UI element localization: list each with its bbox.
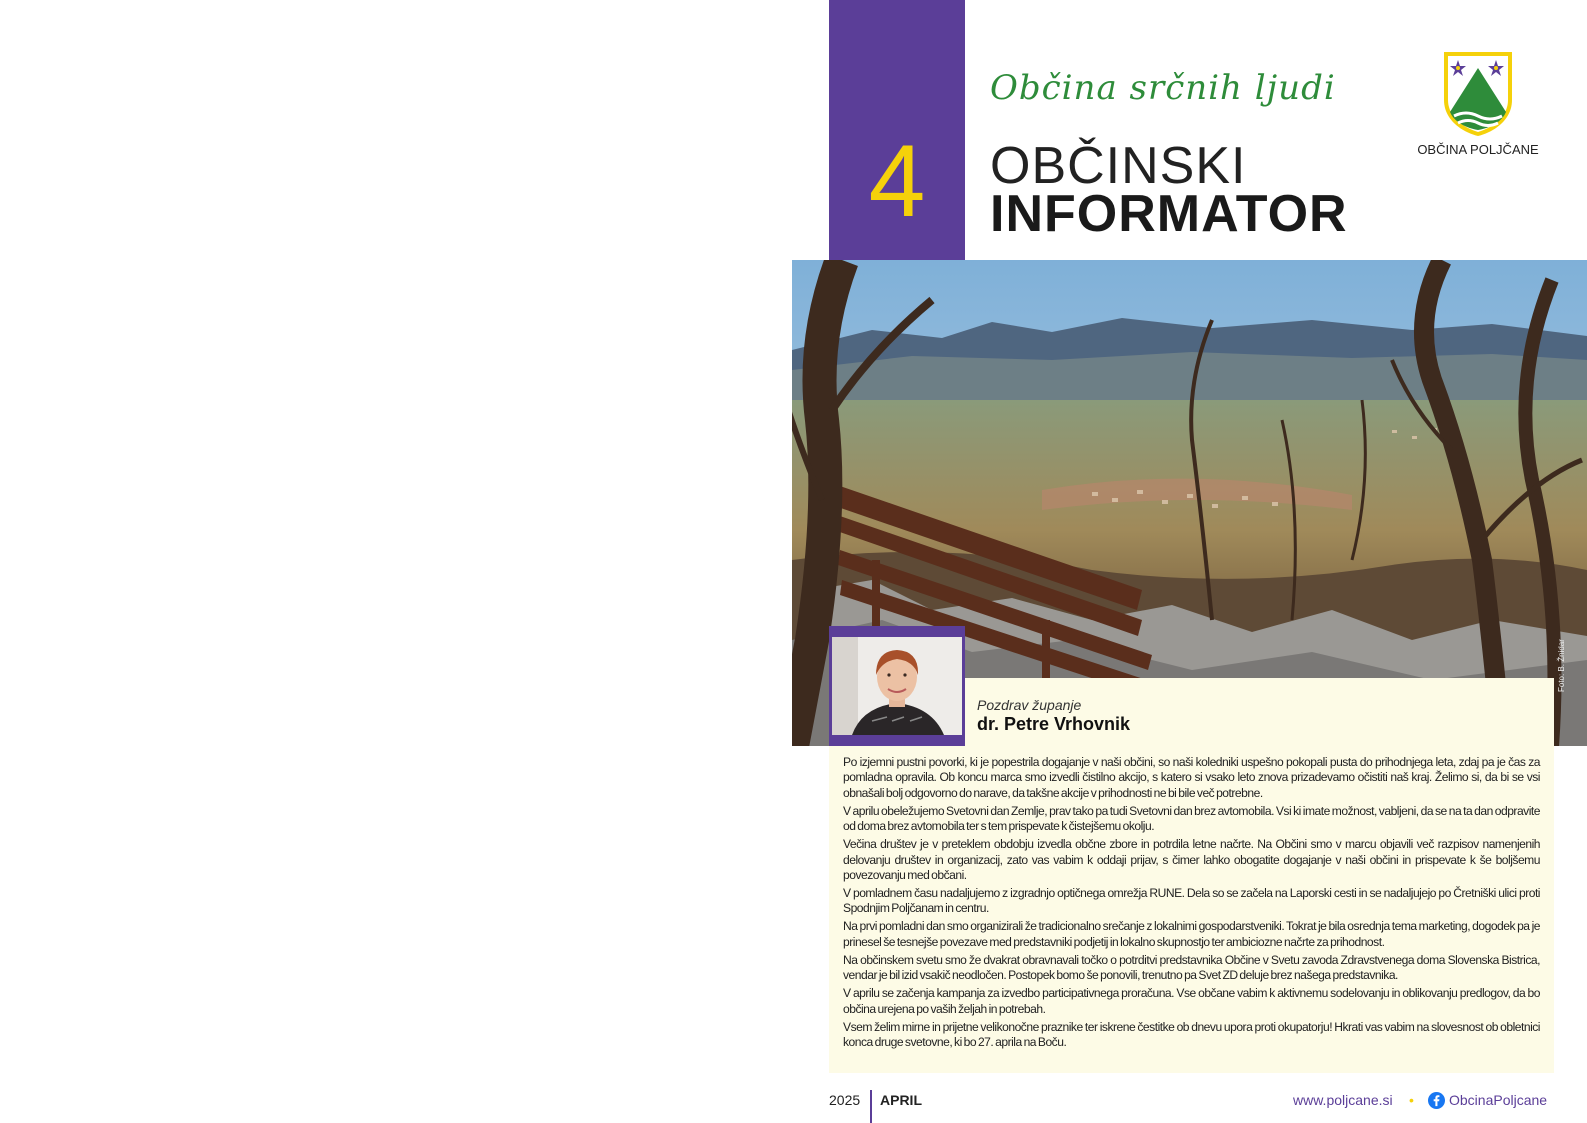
- title-line-1: OBČINSKI: [990, 137, 1247, 195]
- website-link[interactable]: www.poljcane.si: [1293, 1092, 1393, 1108]
- letter-paragraph: V aprilu se začenja kampanja za izvedbo participativnega proračuna. Vse občane vabim k aktivnemu sodelovanju in oblikovanju predlogov, da bo občina urejena po vaših željah in potrebah.: [843, 986, 1540, 1016]
- footer-separator: •: [1409, 1092, 1414, 1108]
- slogan: Občina srčnih ljudi: [990, 68, 1336, 108]
- footer-year: 2025: [829, 1092, 861, 1108]
- letter-paragraph: Vsem želim mirne in prijetne velikonočne praznike ter iskrene čestitke ob dnevu upora proti okupatorju! Hkrati vas vabim na slovesnost ob obletnici konca druge svetovne, ki bo 27. aprila na Boču.: [843, 1019, 1540, 1050]
- mayor-portrait: [832, 637, 962, 735]
- municipality-crest-icon: [1442, 50, 1514, 138]
- footer-divider: [870, 1090, 872, 1123]
- title-line-2: INFORMATOR: [990, 185, 1348, 243]
- letter-paragraph: Na občinskem svetu smo že dvakrat obravnavali točko o potrditvi predstavnika Občine v Svetu zavoda Zdravstvenega doma Slovenska Bistrica, vendar je bil izid vsakič neodločen. Postopek bomo še ponovili, trenutno pa Svet ZD deluje brez našega predstavnika.: [843, 952, 1540, 983]
- letter-paragraph: V aprilu obeležujemo Svetovni dan Zemlje, prav tako pa tudi Svetovni dan brez avtomobila. Vsi ki imate možnost, vabljeni, da se na ta dan odpravite od doma brez avtomobila ter s tem prispevate k čistejšemu okolju.: [843, 803, 1540, 834]
- photo-credit: Foto: B. Žnidar: [1557, 639, 1566, 692]
- footer-month: APRIL: [880, 1092, 922, 1108]
- facebook-icon[interactable]: [1428, 1092, 1445, 1109]
- greeting-author-name: dr. Petre Vrhovnik: [977, 714, 1131, 734]
- letter-paragraph: V pomladnem času nadaljujemo z izgradnjo optičnega omrežja RUNE. Dela so se začela na Laporski cesti in se nadaljujejo po Čretniški ulici proti Spodnjim Poljčanam in centru.: [843, 886, 1540, 916]
- facebook-link[interactable]: ObcinaPoljcane: [1449, 1092, 1548, 1108]
- letter-paragraph: Večina društev je v preteklem obdobju izvedla občne zbore in potrdila letne načrte. Na Občini smo v marcu objavili več razpisov namenjenih delovanju društev in organizacij, zato vas vabim k oddaji prijav, s čimer lahko obogatite dogajanje v naši občini in prispevate k še boljšemu povezovanju med občani.: [843, 837, 1540, 883]
- issue-number: 4: [868, 124, 926, 238]
- greeting-letter: [843, 755, 1540, 1053]
- letter-paragraph: Po izjemni pustni povorki, ki je popestrila dogajanje v naši občini, so naši koledniki uspešno pokopali pusta do prihodnjega leta, zdaj pa je čas za pomladna opravila. Ob koncu marca smo izvedli čistilno akcijo, s katero si vsako leto znova prizadevamo očistiti naš kraj. Želimo si, da bi se vsi obnašali bolj odgovorno do narave, da takšne akcije v prihodnosti ne bi bile več potrebne.: [843, 755, 1540, 800]
- crest-label: OBČINA POLJČANE: [1417, 142, 1539, 157]
- greeting-label: Pozdrav županje: [977, 697, 1082, 713]
- letter-paragraph: Na prvi pomladni dan smo organizirali že tradicionalno srečanje z lokalnimi gospodarstveniki. Tokrat je bila osrednja tema marketing, dogodek pa je prinesel še tesnejše povezave med predstavniki podjetij in lokalno skupnostjo ter ambiciozne načrte za prihodnost.: [843, 919, 1540, 949]
